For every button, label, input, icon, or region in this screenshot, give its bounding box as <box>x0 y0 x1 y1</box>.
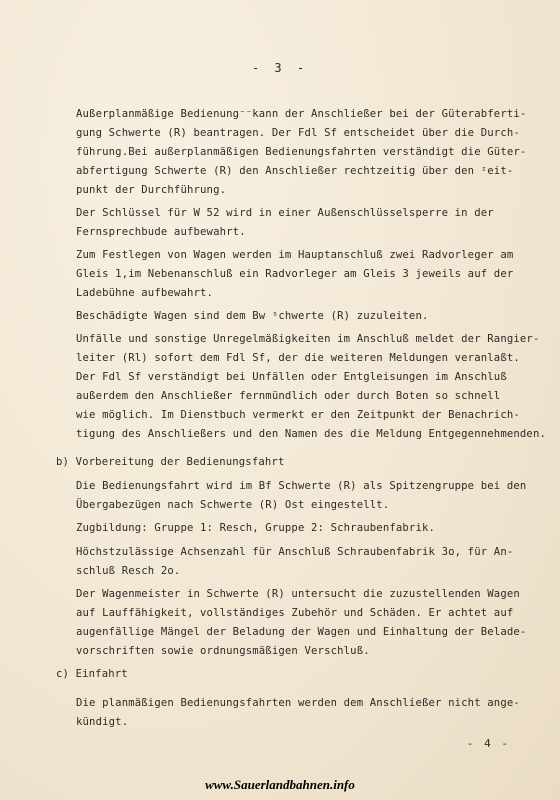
text-line: kündigt. <box>76 716 129 728</box>
text-line: außerdem den Anschließer fernmündlich oder durch Boten so schnell <box>76 390 501 402</box>
text-line: Außerplanmäßige Bedienung⁻⁻kann der Anschließer bei der Güterabferti- <box>76 108 527 120</box>
text-line: wie möglich. Im Dienstbuch vermerkt er den Zeitpunkt der Benachrich- <box>76 409 520 421</box>
watermark-url: www.Sauerlandbahnen.info <box>205 777 355 792</box>
section-heading: c) Einfahrt <box>56 668 128 680</box>
text-line: führung.Bei außerplanmäßigen Bedienungsfahrten verständigt die Güter- <box>76 146 527 158</box>
text-line: Fernsprechbude aufbewahrt. <box>76 226 246 238</box>
text-line: Ladebühne aufbewahrt. <box>76 287 214 299</box>
text-line: auf Lauffähigkeit, vollständiges Zubehör und Schäden. Er achtet auf <box>76 607 514 619</box>
text-line: Die planmäßigen Bedienungsfahrten werden dem Anschließer nicht ange- <box>76 697 520 709</box>
text-line: Höchstzulässige Achsenzahl für Anschluß Schraubenfabrik 3o, für An- <box>76 546 514 558</box>
text-line: Zum Festlegen von Wagen werden im Hauptanschluß zwei Radvorleger am <box>76 249 514 261</box>
text-line: abfertigung Schwerte (R) den Anschließer rechtzeitig über den ᶻeit- <box>76 165 514 177</box>
text-line: Zugbildung: Gruppe 1: Resch, Gruppe 2: Schraubenfabrik. <box>76 522 436 534</box>
section-heading: b) Vorbereitung der Bedienungsfahrt <box>56 456 285 468</box>
text-line: vorschriften sowie ordnungsmäßigen Verschluß. <box>76 645 370 657</box>
page-number-top: - 3 - <box>251 61 309 75</box>
page-number-bottom: - 4 - <box>466 737 510 750</box>
text-line: tigung des Anschließers und den Namen des die Meldung Entgegennehmenden. <box>76 428 547 440</box>
text-line: Der Fdl Sf verständigt bei Unfällen oder Entgleisungen im Anschluß <box>76 371 507 383</box>
text-line: schluß Resch 2o. <box>76 565 181 577</box>
text-line: Der Schlüssel für W 52 wird in einer Außenschlüsselsperre in der <box>76 207 494 219</box>
text-line: Der Wagenmeister in Schwerte (R) untersucht die zuzustellenden Wagen <box>76 588 520 600</box>
text-line: augenfällige Mängel der Beladung der Wagen und Einhaltung der Belade- <box>76 626 527 638</box>
text-line: Unfälle und sonstige Unregelmäßigkeiten im Anschluß meldet der Rangier- <box>76 333 540 345</box>
text-line: Gleis 1,im Nebenanschluß ein Radvorleger am Gleis 3 jeweils auf der <box>76 268 514 280</box>
text-line: Beschädigte Wagen sind dem Bw ˢchwerte (R) zuzuleiten. <box>76 310 429 322</box>
text-line: punkt der Durchführung. <box>76 184 227 196</box>
text-line: Übergabezügen nach Schwerte (R) Ost eingestellt. <box>76 499 390 511</box>
text-line: gung Schwerte (R) beantragen. Der Fdl Sf entscheidet über die Durch- <box>76 127 520 139</box>
text-line: leiter (Rl) sofort dem Fdl Sf, der die weiteren Meldungen veranlaßt. <box>76 352 520 364</box>
text-line: Die Bedienungsfahrt wird im Bf Schwerte (R) als Spitzengruppe bei den <box>76 480 527 492</box>
